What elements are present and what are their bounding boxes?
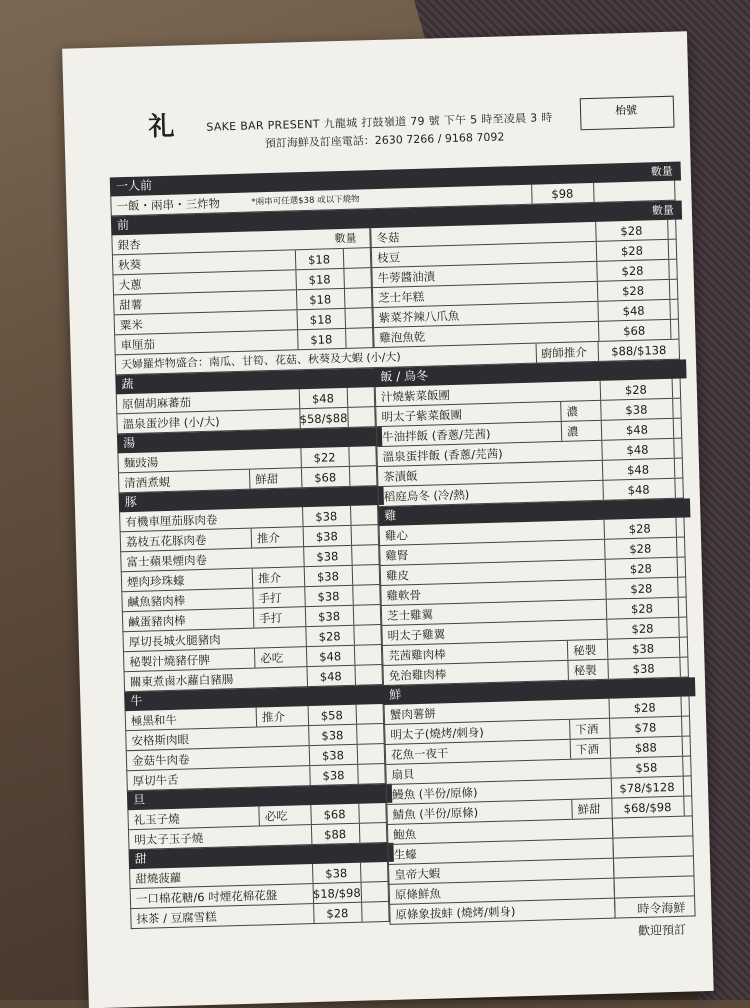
section-title: 甜 <box>134 851 147 867</box>
item-tag: 推介 <box>261 709 286 725</box>
item-name: 抹茶 / 豆腐雪糕 <box>136 909 217 926</box>
item-name: 冬菇 <box>376 230 400 246</box>
section-title: 豚 <box>124 494 138 510</box>
item-price: $28 <box>629 561 653 577</box>
item-name: 原條象拔蚌 (燒烤/刺身) <box>395 904 516 922</box>
item-name: 關東煮鹵水蘿白豬腸 <box>129 672 234 690</box>
item-price: $38 <box>325 866 348 881</box>
item-name: 枝豆 <box>376 250 401 266</box>
item-price: $38 <box>631 641 655 657</box>
item-name: 蟹肉薯餅 <box>389 706 437 722</box>
item-name: 芝士年糕 <box>378 289 425 305</box>
item-price: $68 <box>323 807 346 822</box>
section-title: 蔬 <box>121 376 134 392</box>
item-price: $58/$88 <box>299 410 348 427</box>
item-tag: 必吃 <box>264 808 288 824</box>
table-number-label: 枱號 <box>614 103 638 118</box>
item-tag: 秘製 <box>572 643 597 658</box>
item-name: 麵豉湯 <box>123 455 159 471</box>
section-title: 牛 <box>130 693 143 709</box>
item-tag: 下酒 <box>575 722 599 737</box>
item-price: $38 <box>322 768 345 783</box>
item-name: 鮑魚 <box>393 827 417 842</box>
table-number-box[interactable] <box>580 96 675 131</box>
item-price: $48 <box>622 303 645 319</box>
item-price: $88 <box>323 827 347 842</box>
set-note: *兩串可任選$38 或以下燒物 <box>251 194 360 208</box>
item-name: 秋葵 <box>117 257 142 273</box>
item-price: $38 <box>632 661 655 677</box>
item-tag: 下酒 <box>575 742 600 757</box>
item-price: $28 <box>621 263 644 279</box>
item-name: 雞軟骨 <box>386 587 422 603</box>
item-price: $68 <box>623 323 646 339</box>
item-name: 銀杏 <box>117 237 141 253</box>
item-name: 雞腎 <box>385 548 409 563</box>
item-price: $18 <box>308 272 331 287</box>
item-price: $58 <box>320 708 344 723</box>
item-price: $68/$98 <box>623 800 672 816</box>
item-name: 明太子雞翼 <box>387 627 446 643</box>
seasonal-line-2: 歡迎預訂 <box>637 922 687 938</box>
menu-header <box>84 40 666 151</box>
item-price: $48 <box>626 462 650 478</box>
item-price: $28 <box>630 601 654 617</box>
item-name: 皇帝大蝦 <box>394 866 441 882</box>
item-price: $48 <box>627 482 650 498</box>
item-name: 雞心 <box>384 528 409 543</box>
item-name: 雞泡魚乾 <box>379 329 426 345</box>
item-name: 清酒煮蜆 <box>124 474 171 491</box>
item-price: $28 <box>620 223 643 239</box>
item-name: 芝士雞翼 <box>386 607 434 623</box>
item-name: 鹹蛋豬肉棒 <box>127 613 186 630</box>
item-name: 極黑和牛 <box>130 712 178 729</box>
item-name: 鯖魚 (半份/原條) <box>392 805 479 822</box>
section-title: 雞 <box>384 508 397 523</box>
item-name: 大蔥 <box>118 277 142 293</box>
qty-header: 數量 <box>334 231 357 246</box>
item-price: $38 <box>321 748 345 763</box>
item-name: 汁燒紫菜飯團 <box>380 388 451 404</box>
item-tag: 濃 <box>566 424 579 439</box>
item-name: 富士蘋果煙肉卷 <box>126 552 208 570</box>
logo-char: 礼 <box>147 111 175 143</box>
item-price: $48 <box>319 649 342 664</box>
item-name: 明太子紫菜飯團 <box>381 407 463 424</box>
item-price: $38 <box>317 589 340 604</box>
header-phone: 預訂海鮮及訂座電話：2630 7266 / 9168 7092 <box>264 130 505 151</box>
item-price: $48 <box>311 391 335 406</box>
item-price: $28 <box>628 521 651 537</box>
section-title: 旦 <box>132 792 146 808</box>
item-name: 礼玉子燒 <box>133 811 180 828</box>
item-name: 原個胡麻蕃茄 <box>121 395 192 412</box>
item-name: 免治雞肉棒 <box>388 667 447 683</box>
item-name: 秘製汁燒豬仔脾 <box>129 652 210 670</box>
item-tag: 推介 <box>256 530 281 546</box>
item-price: $68 <box>314 470 337 485</box>
item-price: $38 <box>315 529 339 544</box>
item-name: 甜燒菠蘿 <box>135 870 182 887</box>
item-price: $28 <box>630 581 653 597</box>
item-price: $88/$138 <box>611 342 667 359</box>
item-name: 溫泉蛋拌飯 (香蔥/芫茜) <box>382 446 503 464</box>
item-tag: 手打 <box>258 610 283 626</box>
qty-header: 數量 <box>651 203 675 218</box>
item-price: $28 <box>633 700 656 716</box>
item-name: 金菇牛肉卷 <box>131 752 190 769</box>
item-price: $18 <box>309 312 332 327</box>
item-price: $22 <box>313 450 336 465</box>
item-price: $58 <box>635 760 658 775</box>
item-name: 粟米 <box>119 317 144 333</box>
item-name: 生蠔 <box>393 847 417 862</box>
item-price: $38 <box>316 569 340 584</box>
seasonal-line-1: 時令海鮮 <box>637 900 686 916</box>
item-tag: 必吃 <box>260 650 284 666</box>
item-tag: 廚師推介 <box>540 345 587 361</box>
item-name: 荔枝五花豚肉卷 <box>125 532 207 550</box>
item-price: $18 <box>307 252 331 267</box>
item-tag: 推介 <box>257 570 282 586</box>
set-price: $98 <box>551 186 574 202</box>
item-tag: 秘製 <box>573 663 597 678</box>
menu-column-right <box>370 220 695 925</box>
qty-header: 數量 <box>650 164 673 179</box>
item-name: 紫菜芥辣八爪魚 <box>378 308 460 325</box>
section-title: 鮮 <box>389 687 402 702</box>
item-name: 天婦羅炸物盛合：南瓜、甘筍、花菇、秋葵及大蝦 (小/大) <box>120 350 401 372</box>
item-name: 牛油拌飯 (香蔥/芫茜) <box>381 426 491 444</box>
item-name: 鹹魚豬肉棒 <box>127 593 186 610</box>
item-name: 花魚一夜干 <box>390 746 449 762</box>
item-price: $38 <box>315 509 338 524</box>
item-price: $38 <box>625 402 648 418</box>
item-price: $38 <box>317 609 341 624</box>
item-price: $28 <box>624 382 648 398</box>
item-price: $38 <box>321 728 344 743</box>
item-name: 煙肉珍珠蠔 <box>126 573 185 590</box>
item-name: 明太子玉子燒 <box>134 831 204 848</box>
item-tag: 濃 <box>566 404 579 419</box>
set-description: 一飯・兩串・三炸物 <box>116 196 221 214</box>
item-name: 鰻魚 (半份/原條) <box>391 785 478 802</box>
item-name: 芫茜雞肉棒 <box>388 647 446 663</box>
item-price: $28 <box>631 621 654 637</box>
item-price: $38 <box>316 549 339 564</box>
item-name: 原條鮮魚 <box>394 886 442 902</box>
item-name: 有機車厘茄豚肉卷 <box>125 512 218 530</box>
item-price: $28 <box>629 541 652 557</box>
item-price: $48 <box>626 442 649 458</box>
section-title: 前 <box>116 217 130 233</box>
item-name: 溫泉蛋沙律 (小/大) <box>122 414 220 432</box>
item-name: 車厘茄 <box>120 337 156 353</box>
menu-sheet <box>62 31 714 1008</box>
seasonal-seafood-note <box>626 896 697 942</box>
item-price: $28 <box>620 243 644 259</box>
item-price: $28 <box>318 629 341 644</box>
item-price: $28 <box>326 906 349 921</box>
item-price: $18 <box>310 332 333 347</box>
item-price: $88 <box>634 740 658 756</box>
item-name: 安格斯肉眼 <box>131 732 190 749</box>
item-price: $28 <box>621 283 645 299</box>
header-address: SAKE BAR PRESENT 九龍城 打鼓嶺道 79 號 下午 5 時至凌晨 3 時 <box>206 111 553 134</box>
item-tag: 鮮甜 <box>577 801 601 817</box>
section-title: 湯 <box>122 435 136 451</box>
item-name: 明太子(燒烤/刺身) <box>390 725 484 742</box>
item-price: $48 <box>319 669 342 684</box>
item-name: 厚切牛舌 <box>132 772 179 789</box>
item-name: 甜薯 <box>119 297 143 313</box>
item-name: 稻庭烏冬 (冷/熱) <box>383 487 470 504</box>
item-name: 牛蒡醬油漬 <box>377 269 436 286</box>
item-price: $18 <box>309 292 332 307</box>
item-tag: 手打 <box>258 590 282 606</box>
section-title: 飯 / 烏冬 <box>380 368 429 384</box>
item-name: 一口棉花糖/6 吋煙花棉花盤 <box>135 888 278 906</box>
item-name: 茶漬飯 <box>383 468 418 484</box>
item-price: $78 <box>634 720 657 736</box>
item-name: 扇貝 <box>391 767 415 782</box>
item-tag: 鮮甜 <box>255 471 279 487</box>
item-price: $18/$98 <box>312 885 361 902</box>
item-name: 雞皮 <box>385 568 410 583</box>
section-title: 一人前 <box>115 178 153 194</box>
item-price: $48 <box>625 422 649 438</box>
item-name: 厚切長城火腿豬肉 <box>128 632 221 650</box>
item-price: $78/$128 <box>619 779 675 796</box>
